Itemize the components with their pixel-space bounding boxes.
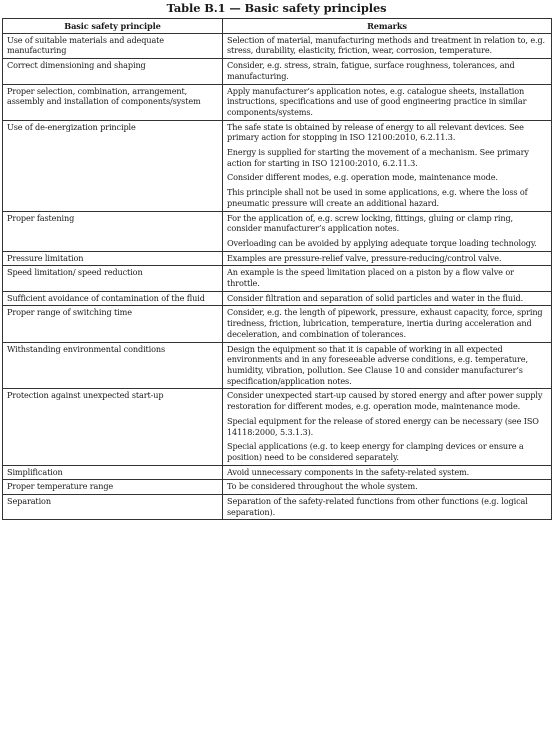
table-row <box>3 306 552 342</box>
principle-cell: Protection against unexpected start-up <box>3 389 223 465</box>
remark-paragraph: Selection of material, manufacturing methods and treatment in relation to, e.g. stress, durability, elasticity, friction, wear, corrosion, temperature. <box>227 34 546 56</box>
remark-paragraph: For the application of, e.g. screw locking, fittings, gluing or clamp ring, consider manufacturer’s application notes. <box>227 212 513 234</box>
remarks-cell <box>223 480 552 495</box>
table-row <box>3 59 552 84</box>
principle-cell: Use of de-energization principle <box>3 120 223 211</box>
remarks-cell <box>223 495 552 520</box>
table-row <box>3 495 552 520</box>
remark-paragraph: Examples are pressure-relief valve, pressure-reducing/control valve. <box>227 252 502 263</box>
table-row <box>3 251 552 266</box>
table-row <box>3 33 552 58</box>
remark-paragraph: Energy is supplied for starting the movement of a mechanism. See primary action for starting in ISO 12100:2010, 6.2.11.3. <box>227 147 529 168</box>
principle-cell: Proper fastening <box>3 211 223 251</box>
table-row <box>3 480 552 495</box>
principle-cell: Speed limitation/ speed reduction <box>3 266 223 291</box>
principle-cell: Proper range of switching time <box>3 306 223 342</box>
table-row <box>3 211 552 251</box>
remarks-cell <box>223 120 552 211</box>
principle-cell: Proper temperature range <box>3 480 223 495</box>
remarks-cell <box>223 211 552 251</box>
column-header-principle: Basic safety principle <box>3 19 223 34</box>
principle-cell: Sufficient avoidance of contamination of the fluid <box>3 291 223 306</box>
table-row <box>3 389 552 465</box>
remark-paragraph: To be considered throughout the whole system. <box>227 481 418 492</box>
principle-cell: Separation <box>3 495 223 520</box>
remarks-cell <box>223 291 552 306</box>
remark-paragraph: This principle shall not be used in some applications, e.g. where the loss of pneumatic pressure will create an additional hazard. <box>227 187 528 208</box>
safety-principles-table <box>2 18 552 520</box>
principle-cell: Pressure limitation <box>3 251 223 266</box>
remarks-cell <box>223 33 552 58</box>
table-title: Table B.1 — Basic safety principles <box>166 1 387 15</box>
principle-cell: Proper selection, combination, arrangement, assembly and installation of components/system <box>3 84 223 120</box>
remark-paragraph: Consider filtration and separation of solid particles and water in the fluid. <box>227 292 524 303</box>
table-body <box>3 33 552 520</box>
table-row <box>3 84 552 120</box>
remark-paragraph: Consider unexpected start-up caused by stored energy and after power supply restoration for different modes, e.g. operation mode, maintenance mode. <box>227 390 543 412</box>
remark-paragraph: Design the equipment so that it is capable of working in all expected environments and in any foreseeable adverse conditions, e.g. temperature, humidity, vibration, pollution. See Clause 10 and consider manufacturer’s specification/application notes. <box>227 343 528 386</box>
remarks-cell <box>223 59 552 84</box>
remarks-cell <box>223 266 552 291</box>
remark-paragraph: An example is the speed limitation placed on a piston by a flow valve or throttle. <box>227 267 514 289</box>
table-row <box>3 465 552 480</box>
remarks-cell <box>223 342 552 389</box>
remark-paragraph: Overloading can be avoided by applying adequate torque loading technology. <box>227 237 537 248</box>
remarks-cell <box>223 251 552 266</box>
table-row <box>3 291 552 306</box>
remark-paragraph: Separation of the safety-related functions from other functions (e.g. logical separation). <box>227 496 528 517</box>
remark-paragraph: Special applications (e.g. to keep energy for clamping devices or ensure a position) need to be considered separately. <box>227 441 524 462</box>
table-row <box>3 120 552 211</box>
principle-cell: Simplification <box>3 465 223 480</box>
remark-paragraph: Consider, e.g. the length of pipework, pressure, exhaust capacity, force, spring tiredness, friction, lubrication, temperature, inertia during acceleration and deceleration, and combination of tolerances. <box>227 307 543 339</box>
table-row <box>3 266 552 291</box>
column-header-remarks: Remarks <box>223 19 552 34</box>
remark-paragraph: Apply manufacturer’s application notes, e.g. catalogue sheets, installation instructions, specifications and use of good engineering practice in similar components/systems. <box>227 85 527 117</box>
remark-paragraph: Consider, e.g. stress, strain, fatigue, surface roughness, tolerances, and manufacturing. <box>227 60 515 81</box>
principle-cell: Withstanding environmental conditions <box>3 342 223 389</box>
table-header-row <box>3 19 552 34</box>
remark-paragraph: Avoid unnecessary components in the safety-related system. <box>227 466 470 477</box>
remark-paragraph: Consider different modes, e.g. operation mode, maintenance mode. <box>227 172 498 183</box>
remark-paragraph: The safe state is obtained by release of energy to all relevant devices. See primary action for stopping in ISO 12100:2010, 6.2.11.3. <box>227 121 524 143</box>
remarks-cell <box>223 389 552 465</box>
remarks-cell <box>223 465 552 480</box>
table-row <box>3 342 552 389</box>
principle-cell: Use of suitable materials and adequate manufacturing <box>3 33 223 58</box>
remark-paragraph: Special equipment for the release of stored energy can be necessary (see ISO 14118:2000, 5.3.1.3). <box>227 415 539 437</box>
principle-cell: Correct dimensioning and shaping <box>3 59 223 84</box>
remarks-cell <box>223 84 552 120</box>
remarks-cell <box>223 306 552 342</box>
